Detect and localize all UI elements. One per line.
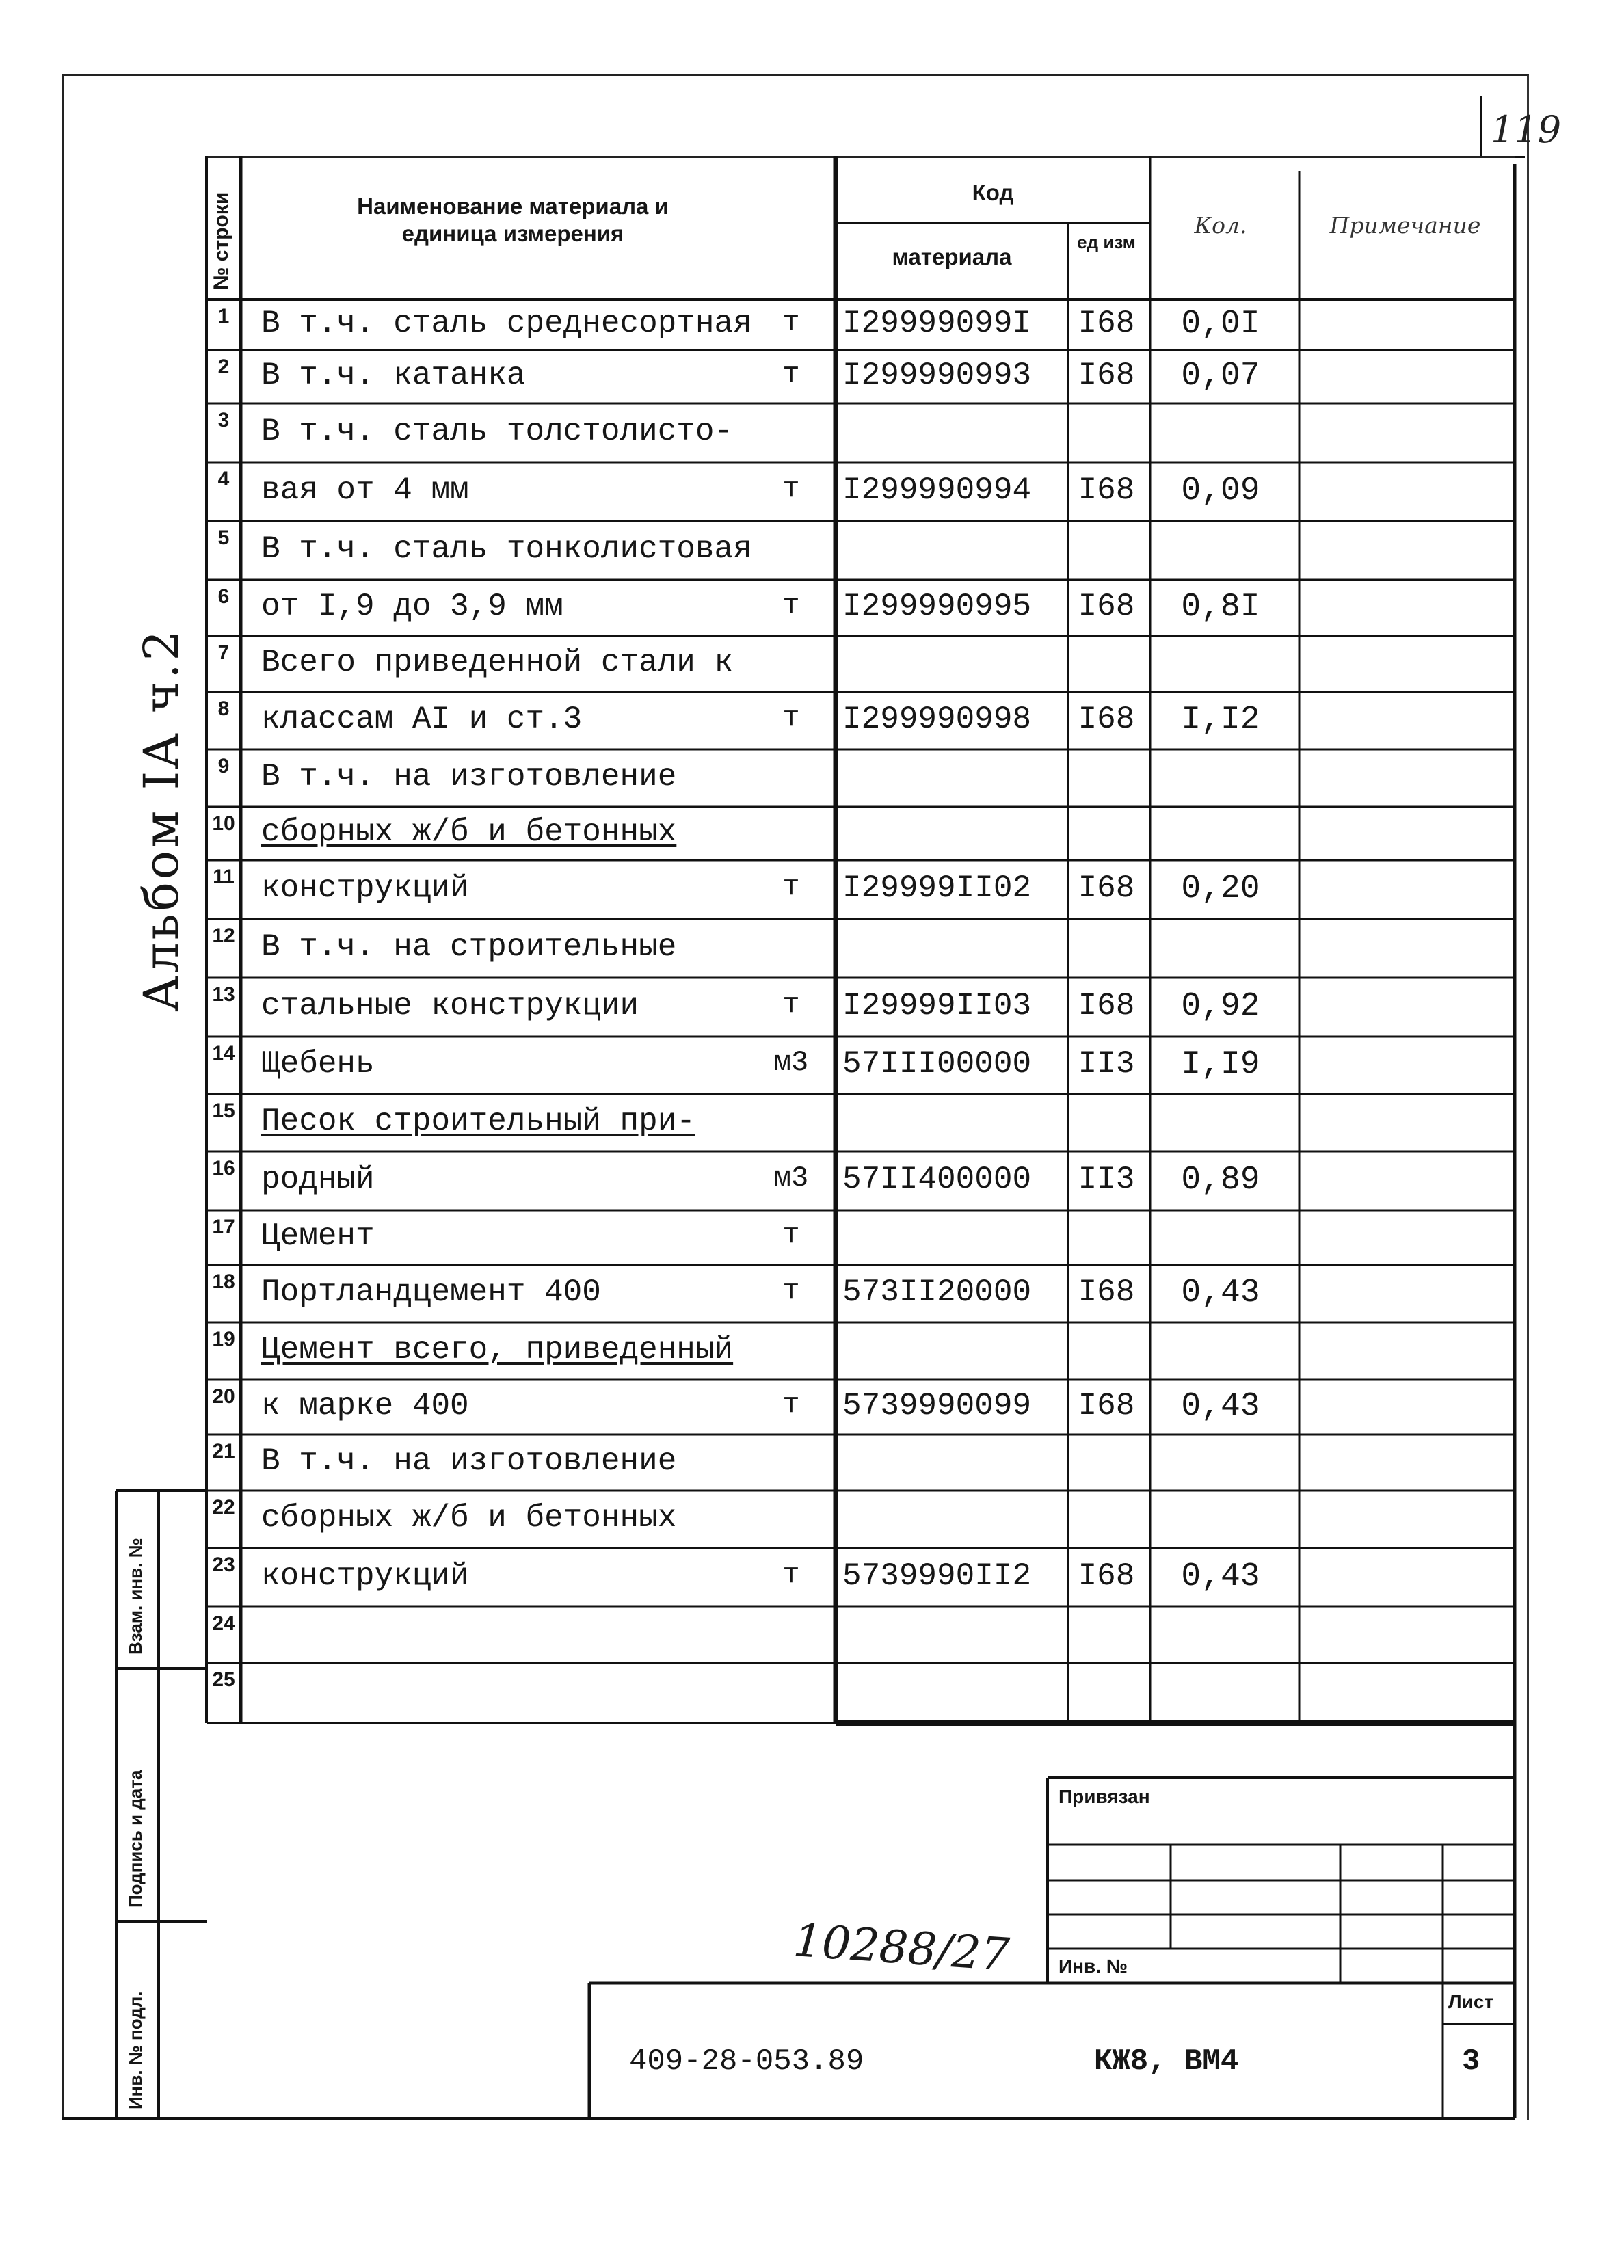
material-name: В т.ч. на изготовление — [261, 759, 677, 795]
part-code: КЖ8, ВМ4 — [1094, 2044, 1239, 2079]
row-number-header: № строки — [210, 191, 232, 290]
row-number: 16 — [212, 1157, 235, 1179]
linked-label: Привязан — [1059, 1786, 1150, 1807]
row-number: 14 — [212, 1042, 235, 1065]
row-number: 10 — [212, 812, 235, 835]
row-number: 13 — [212, 983, 235, 1006]
quantity: I,I2 — [1181, 702, 1260, 738]
quantity: 0,43 — [1181, 1275, 1260, 1311]
row-number: 2 — [217, 356, 230, 378]
quantity: 0,43 — [1181, 1388, 1260, 1425]
material-name: сборных ж/б и бетонных — [261, 1500, 677, 1536]
material-code: I29999II02 — [842, 870, 1032, 906]
row-number: 24 — [212, 1612, 235, 1635]
unit-code: I68 — [1078, 589, 1135, 624]
sheet-number: 3 — [1462, 2044, 1480, 2079]
quantity: 0,0I — [1181, 306, 1260, 343]
material-code: 5739990099 — [842, 1388, 1032, 1424]
unit-code: I68 — [1078, 1558, 1135, 1594]
material-code: I299990994 — [842, 472, 1032, 508]
unit-of-measure: т — [782, 1218, 800, 1251]
unit-of-measure: т — [782, 306, 800, 338]
row-number: 6 — [217, 585, 230, 608]
material-name: Цемент всего, приведенный — [261, 1332, 734, 1368]
row-number: 3 — [217, 409, 230, 431]
material-code: I299990993 — [842, 358, 1032, 393]
unit-of-measure: м3 — [773, 1046, 809, 1079]
row-number: 19 — [212, 1328, 235, 1350]
quantity: 0,89 — [1181, 1162, 1260, 1199]
unit-of-measure: т — [782, 589, 800, 622]
row-number: 9 — [217, 755, 230, 777]
material-code: I29999099I — [842, 306, 1032, 341]
note-header: Примечание — [1329, 212, 1481, 239]
signature-date-label: Подпись и дата — [125, 1770, 146, 1908]
sheet-label: Лист — [1448, 1991, 1494, 2012]
unit-of-measure: т — [782, 1558, 800, 1591]
material-code: 57III00000 — [842, 1046, 1032, 1082]
material-name: родный — [261, 1162, 375, 1197]
material-code: I299990995 — [842, 589, 1032, 624]
row-number: 22 — [212, 1496, 235, 1519]
material-code: 57II400000 — [842, 1162, 1032, 1197]
replacement-inventory-label: Взам. инв. № — [125, 1538, 146, 1655]
material-name: В т.ч. сталь тонколистовая — [261, 531, 752, 567]
material-name: Песок строительный при- — [261, 1104, 695, 1139]
unit-code: I68 — [1078, 702, 1135, 737]
row-number: 12 — [212, 924, 235, 947]
row-number: 20 — [212, 1385, 235, 1408]
material-name: В т.ч. сталь толстолисто- — [261, 414, 734, 449]
row-number: 8 — [217, 697, 230, 720]
unit-of-measure: т — [782, 1275, 800, 1307]
material-name: В т.ч. на строительные — [261, 929, 677, 965]
unit-code: I68 — [1078, 358, 1135, 393]
unit-code: II3 — [1078, 1162, 1135, 1197]
unit-code: I68 — [1078, 1275, 1135, 1310]
qty-header: Кол. — [1194, 212, 1247, 239]
row-number: 4 — [217, 468, 230, 490]
material-code: I299990998 — [842, 702, 1032, 737]
unit-code: I68 — [1078, 988, 1135, 1024]
row-number: 11 — [213, 866, 235, 888]
name-header: Наименование материала и единица измерения — [357, 194, 669, 246]
material-name: конструкций — [261, 870, 469, 906]
handwritten-number: 10288/27 — [791, 1914, 1011, 1982]
row-number: 1 — [217, 305, 230, 328]
material-name: Щебень — [261, 1046, 375, 1082]
material-name: сборных ж/б и бетонных — [261, 814, 677, 850]
material-name: стальные конструкции — [261, 988, 639, 1024]
unit-code: I68 — [1078, 1388, 1135, 1424]
album-label: Альбом IA ч.2 — [133, 627, 189, 1012]
row-number: 23 — [212, 1553, 235, 1576]
material-name: классам AI и ст.3 — [261, 702, 583, 737]
row-number: 7 — [217, 641, 230, 664]
material-code-header: материала — [892, 244, 1012, 269]
unit-of-measure: м3 — [773, 1162, 809, 1195]
unit-of-measure: т — [782, 870, 800, 903]
original-inventory-label: Инв. № подл. — [125, 1991, 146, 2109]
material-name: В т.ч. катанка — [261, 358, 526, 393]
code-header: Код — [972, 180, 1014, 205]
material-code: I29999II03 — [842, 988, 1032, 1024]
row-number: 5 — [217, 526, 230, 549]
document-code: 409-28-053.89 — [629, 2044, 864, 2079]
unit-code-header: ед изм — [1077, 232, 1136, 252]
material-name: от I,9 до 3,9 мм — [261, 589, 563, 624]
material-code: 5739990II2 — [842, 1558, 1032, 1594]
unit-code: I68 — [1078, 306, 1135, 341]
quantity: 0,92 — [1181, 988, 1260, 1025]
row-number: 25 — [212, 1668, 235, 1691]
unit-code: II3 — [1078, 1046, 1135, 1082]
inventory-number-label: Инв. № — [1059, 1956, 1128, 1977]
unit-code: I68 — [1078, 870, 1135, 906]
material-name: конструкций — [261, 1558, 469, 1594]
material-code: 573II20000 — [842, 1275, 1032, 1310]
row-number: 21 — [212, 1440, 235, 1463]
quantity: 0,43 — [1181, 1558, 1260, 1595]
unit-of-measure: т — [782, 702, 800, 734]
page-number: 119 — [1491, 108, 1562, 151]
quantity: I,I9 — [1181, 1046, 1260, 1083]
material-name: Портландцемент 400 — [261, 1275, 601, 1310]
material-name: к марке 400 — [261, 1388, 469, 1424]
unit-of-measure: т — [782, 472, 800, 505]
quantity: 0,09 — [1181, 472, 1260, 509]
quantity: 0,20 — [1181, 870, 1260, 907]
material-name: Цемент — [261, 1218, 375, 1254]
row-number: 18 — [212, 1270, 235, 1293]
unit-code: I68 — [1078, 472, 1135, 508]
unit-of-measure: т — [782, 1388, 800, 1421]
row-number: 15 — [212, 1099, 235, 1122]
material-name: вая от 4 мм — [261, 472, 469, 508]
unit-of-measure: т — [782, 988, 800, 1021]
quantity: 0,07 — [1181, 358, 1260, 395]
quantity: 0,8I — [1181, 589, 1260, 626]
row-number: 17 — [212, 1216, 235, 1238]
material-name: В т.ч. на изготовление — [261, 1443, 677, 1479]
material-name: В т.ч. сталь среднесортная — [261, 306, 752, 341]
unit-of-measure: т — [782, 358, 800, 390]
material-name: Всего приведенной стали к — [261, 645, 734, 680]
